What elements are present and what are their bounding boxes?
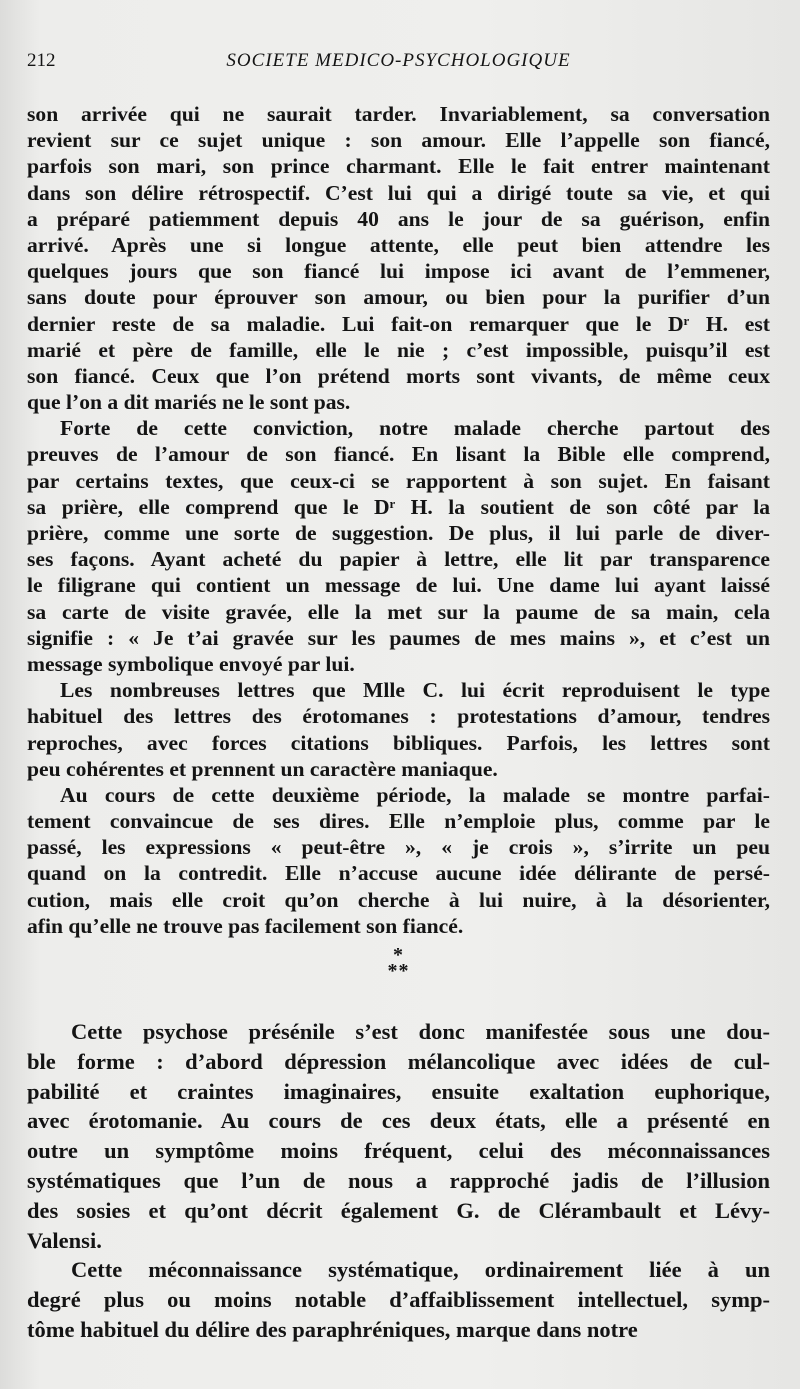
text-line: tôme habituel du délire des paraphréniques, marque dans notre	[27, 1316, 638, 1342]
text-line: outre un symptôme moins fréquent, celui des méconnaissances	[27, 1138, 770, 1164]
text-line: des sosies et qu’ont décrit également G. de Clérambault et Lévy-	[27, 1197, 770, 1223]
paragraph	[27, 415, 770, 677]
text-line: dans son délire rétrospectif. C’est lui qui a dirigé toute sa vie, et qui	[27, 180, 770, 205]
text-line: dernier reste de sa maladie. Lui fait-on remarquer que le Dʳ H. est	[27, 311, 770, 336]
text-line: a préparé patiemment depuis 40 ans le jour de sa guérison, enfin	[27, 206, 770, 231]
running-title: SOCIETE MEDICO-PSYCHOLOGIQUE	[226, 50, 571, 71]
text-section-2	[27, 1017, 770, 1345]
text-line: le filigrane qui contient un message de lui. Une dame lui ayant laissé	[27, 573, 770, 598]
text-line: sa prière, elle comprend que le Dʳ H. la soutient de son côté par la	[27, 494, 770, 519]
text-line: prière, comme une sorte de suggestion. De plus, il lui parle de diver-	[27, 521, 770, 545]
paragraph	[27, 1255, 770, 1344]
text-line: arrivé. Après une si longue attente, elle peut bien attendre les	[27, 232, 770, 257]
text-line: ble forme : d’abord dépression mélancolique avec idées de cul-	[27, 1048, 770, 1074]
asterism-bottom: **	[387, 960, 410, 982]
text-line: son arrivée qui ne saurait tarder. Invariablement, sa conversation	[27, 102, 770, 126]
text-line: peu cohérentes et prennent un caractère maniaque.	[27, 756, 498, 781]
text-line: degré plus ou moins notable d’affaiblissement intellectuel, symp-	[27, 1287, 770, 1313]
text-line: sans doute pour éprouver son amour, ou bien pour la purifier d’un	[27, 285, 770, 310]
text-line: reproches, avec forces citations bibliques. Parfois, les lettres sont	[27, 730, 770, 755]
page-header	[27, 50, 770, 78]
text-line: afin qu’elle ne trouve pas facilement son fiancé.	[27, 913, 464, 938]
paragraph	[27, 1017, 770, 1255]
text-line: habituel des lettres des érotomanes : protestations d’amour, tendres	[27, 704, 770, 729]
text-section-1	[27, 101, 770, 939]
text-line: ses façons. Ayant acheté du papier à lettre, elle lit par transparence	[27, 547, 770, 572]
text-line: Les nombreuses lettres que Mlle C. lui écrit reproduisent le type	[60, 678, 770, 703]
text-line: parfois son mari, son prince charmant. Elle le fait entrer maintenant	[27, 154, 770, 179]
text-line: signifie : « Je t’ai gravée sur les paumes de mes mains », et c’est un	[27, 625, 770, 650]
text-line: avec érotomanie. Au cours de ces deux états, elle a présenté en	[27, 1108, 770, 1134]
text-line: Cette psychose présénile s’est donc manifestée sous une dou-	[71, 1019, 770, 1044]
text-line: passé, les expressions « peut-être », « je crois », s’irrite un peu	[27, 835, 770, 860]
page-body	[27, 101, 770, 1345]
text-line: pabilité et craintes imaginaires, ensuite exaltation euphorique,	[27, 1078, 770, 1104]
text-line: quand on la contredit. Elle n’accuse aucune idée délirante de persé-	[27, 861, 770, 886]
text-line: quelques jours que son fiancé lui impose ici avant de l’emmener,	[27, 259, 770, 284]
text-line: tement convaincue de ses dires. Elle n’emploie plus, comme par le	[27, 809, 770, 834]
text-line: marié et père de famille, elle le nie ; c’est impossible, puisqu’il est	[27, 337, 770, 362]
paragraph	[27, 782, 770, 939]
text-line: par certains textes, que ceux-ci se rapportent à son sujet. En faisant	[27, 468, 770, 493]
text-line: systématiques que l’un de nous a rapproché jadis de l’illusion	[27, 1167, 770, 1193]
text-line: que l’on a dit mariés ne le sont pas.	[27, 390, 351, 415]
text-line: Valensi.	[27, 1227, 102, 1253]
text-line: sa carte de visite gravée, elle la met sur la paume de sa main, cela	[27, 599, 770, 624]
text-line: Forte de cette conviction, notre malade cherche partout des	[60, 416, 770, 441]
text-line: Au cours de cette deuxième période, la malade se montre parfai-	[60, 782, 770, 807]
paragraph	[27, 101, 770, 415]
text-line: son fiancé. Ceux que l’on prétend morts sont vivants, de même ceux	[27, 363, 770, 388]
paragraph	[27, 677, 770, 782]
text-line: revient sur ce sujet unique : son amour. Elle l’appelle son fiancé,	[27, 128, 770, 153]
section-break-asterism	[27, 944, 770, 982]
asterism-top: *	[393, 944, 404, 966]
text-line: Cette méconnaissance systématique, ordinairement liée à un	[71, 1257, 770, 1283]
text-line: message symbolique envoyé par lui.	[27, 651, 355, 676]
text-line: preuves de l’amour de son fiancé. En lisant la Bible elle comprend,	[27, 442, 770, 467]
page-number: 212	[27, 50, 56, 71]
text-line: cution, mais elle croit qu’on cherche à lui nuire, à la désorienter,	[27, 887, 770, 912]
